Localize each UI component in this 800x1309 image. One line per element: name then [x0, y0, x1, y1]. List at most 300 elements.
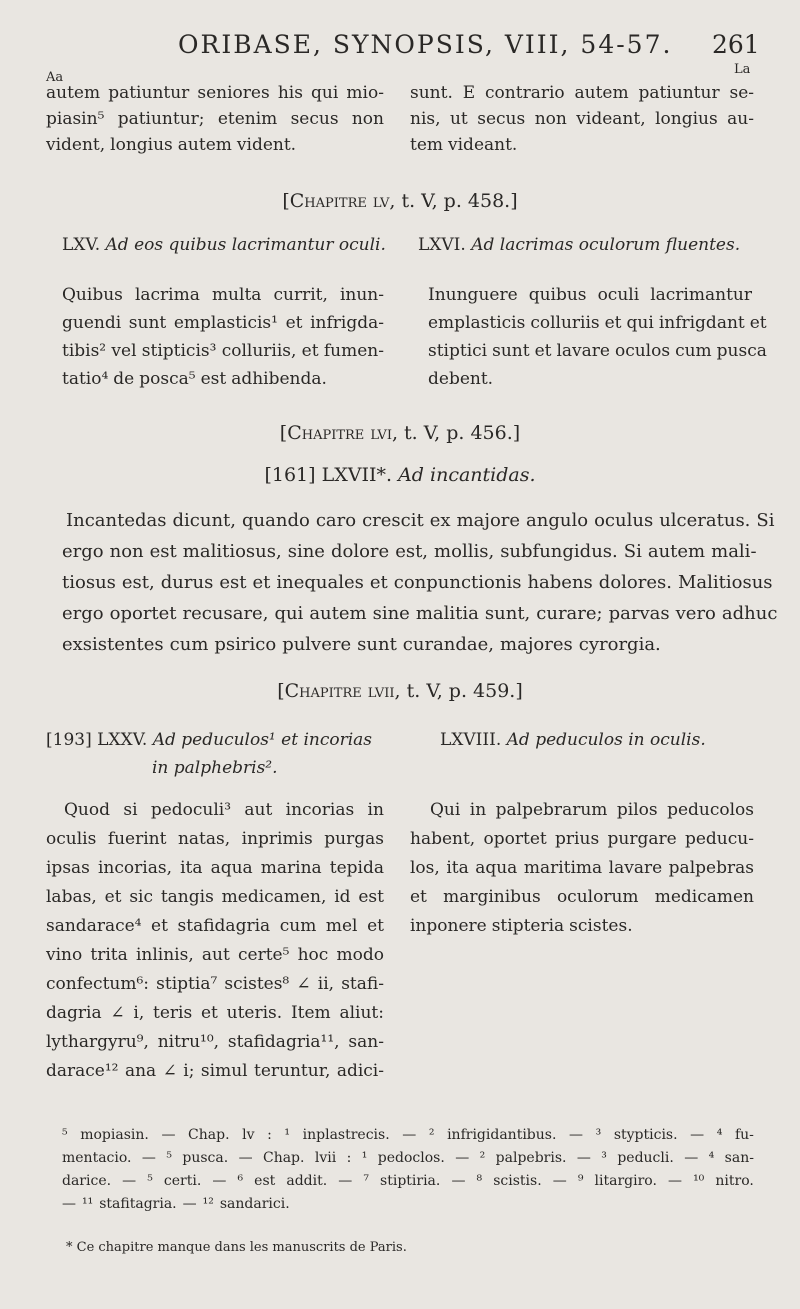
word: piasin⁵ [46, 109, 105, 129]
word: : [346, 1150, 352, 1166]
word: se- [729, 83, 754, 103]
paragraph-lxviii [410, 796, 754, 941]
section-number: LXV. [62, 235, 101, 255]
word: est, [121, 572, 155, 593]
word: litargiro. [594, 1173, 657, 1189]
word: stypticis. [613, 1127, 678, 1143]
word: Quibus [62, 285, 123, 305]
word: stipteria [491, 916, 565, 936]
page-marker: [161] [264, 464, 316, 486]
word: colluriis [530, 313, 600, 333]
word: mollis, [434, 541, 495, 562]
word: scistis. [493, 1173, 542, 1189]
word: mali- [711, 541, 757, 562]
word: pusca [716, 341, 767, 361]
word: labas, [46, 887, 97, 907]
word: id [334, 887, 351, 907]
word: — [684, 1150, 699, 1166]
word: peducolos [667, 800, 754, 820]
word: pusca. [182, 1150, 229, 1166]
word: patiuntur [638, 83, 720, 103]
word: vident, [46, 135, 106, 155]
word: mopiasin. [80, 1127, 149, 1143]
word: secus [477, 109, 526, 129]
word: ⁵ [62, 1127, 68, 1143]
word: sunt, [484, 603, 531, 624]
word: stiptia⁷ [156, 974, 218, 994]
word: cum [169, 634, 209, 655]
word: et [285, 313, 303, 333]
signature-right: La [734, 62, 751, 77]
top-right-paragraph [410, 80, 754, 158]
word: posca⁵ [139, 369, 196, 389]
footnote-line [62, 1147, 754, 1170]
word: cum [279, 916, 317, 936]
word: est [358, 887, 384, 907]
word: oculos [614, 341, 671, 361]
word: patiuntur; [117, 109, 205, 129]
word: majore [456, 510, 521, 531]
word: teris [153, 1003, 193, 1023]
word: debent. [428, 369, 494, 389]
word: ³ [601, 1150, 607, 1166]
word: inlinis, [135, 945, 194, 965]
bracket-close: ] [510, 190, 518, 212]
word: pedoculi³ [150, 800, 232, 820]
word: adici- [336, 1061, 384, 1081]
star-footnote: * Ce chapitre manque dans les manuscrits de Paris. [66, 1240, 407, 1255]
word: aqua [210, 858, 253, 878]
word: tepida [329, 858, 384, 878]
word: ana [124, 1061, 157, 1081]
word: — [212, 1173, 227, 1189]
word: est [200, 369, 227, 389]
bracket-close: ] [512, 422, 521, 444]
word: angulo [526, 510, 589, 531]
section-title: Ad lacrimas oculorum fluentes. [471, 235, 741, 255]
word: cyrorgia. [578, 634, 661, 655]
word: secus [290, 109, 339, 129]
word: — [569, 1127, 583, 1143]
word: ipsas [46, 858, 90, 878]
text-line [46, 941, 384, 970]
text-line [62, 536, 757, 567]
word: infrigda- [310, 313, 384, 333]
word: et [367, 916, 384, 936]
word: inponere [410, 916, 487, 936]
chapter-ref: , t. V, p. 459. [394, 680, 516, 702]
word: aliut: [339, 1003, 384, 1023]
word: ergo [62, 541, 104, 562]
section-heading-lxv [62, 235, 386, 255]
word: palpebrarum [495, 800, 608, 820]
word: ut [449, 109, 468, 129]
word: palpebras [668, 858, 754, 878]
word: guendi [62, 313, 122, 333]
word: ¹⁰ [693, 1173, 705, 1189]
word: pilos [616, 800, 658, 820]
word: stafi- [341, 974, 384, 994]
word: est, [395, 541, 429, 562]
word: lythargyru⁹, [46, 1032, 149, 1052]
text-line [62, 598, 778, 629]
section-number: LXVI. [418, 235, 466, 255]
word: nitro. [715, 1173, 754, 1189]
word: marina [260, 858, 322, 878]
word: sunt [492, 341, 530, 361]
signature-left: Aa [46, 70, 64, 85]
word: his [277, 83, 303, 103]
word: psirico [214, 634, 277, 655]
word: est [219, 572, 247, 593]
text-line [46, 883, 384, 912]
word: confectum⁶: [46, 974, 150, 994]
word: sandarici. [219, 1196, 290, 1212]
word: emplasticis¹ [173, 313, 278, 333]
word: est [254, 1173, 276, 1189]
chapter-ref: , t. V, p. 456. [391, 422, 513, 444]
word: subfungidus. [500, 541, 618, 562]
word: habent, [410, 829, 476, 849]
word: ² [428, 1127, 435, 1143]
word: adhuc [721, 603, 778, 624]
word: marginibus [443, 887, 541, 907]
running-title: ORIBASE, SYNOPSIS, VIII, 54-57. [178, 30, 673, 59]
word: stafidagria¹¹, [227, 1032, 340, 1052]
word: ∠ [110, 1003, 125, 1023]
chapter-label: Chapitre lvii [284, 680, 395, 702]
word: ¹ [361, 1150, 368, 1166]
chapter-heading-lvii [0, 680, 800, 702]
word: vident. [236, 135, 297, 155]
bracket-open: [ [279, 422, 288, 444]
text-line [410, 106, 754, 132]
section-title: Ad peduculos in oculis. [506, 730, 706, 750]
word: — [141, 1150, 156, 1166]
word: etenim [217, 109, 278, 129]
word: certi. [163, 1173, 202, 1189]
chapter-ref: , t. V, p. 458. [389, 190, 511, 212]
word: tatio⁴ [62, 369, 109, 389]
word: et [200, 1003, 218, 1023]
word: mio- [346, 83, 384, 103]
word: multa [211, 285, 262, 305]
word: aqua [475, 858, 518, 878]
word: pulvere [282, 634, 352, 655]
word: E [462, 83, 476, 103]
text-line [46, 106, 384, 132]
text-line [46, 912, 384, 941]
text-line [62, 309, 384, 337]
word: medicamen [654, 887, 754, 907]
word: ⁵ [166, 1150, 172, 1166]
word: hoc [297, 945, 329, 965]
word: fu- [734, 1127, 754, 1143]
word: tangis [160, 887, 214, 907]
section-number: LXXV. [97, 730, 148, 750]
section-title: Ad eos quibus lacrimantur oculi. [105, 235, 386, 255]
word: dagria [46, 1003, 102, 1023]
word: patiuntur [108, 83, 190, 103]
word: stiptiria. [380, 1173, 441, 1189]
word: peducu- [684, 829, 754, 849]
word: sine [287, 541, 325, 562]
word: et [604, 313, 622, 333]
page-marker: [193] [46, 730, 92, 750]
word: conpunctionis [393, 572, 522, 593]
word: fuerint [107, 829, 167, 849]
word: Qui [430, 800, 461, 820]
section-heading-lxxv [46, 730, 372, 750]
word: malitiosus, [182, 541, 282, 562]
chapter-label: Chapitre lv [289, 190, 390, 212]
text-line [46, 132, 384, 158]
word: ⁹ [577, 1173, 584, 1189]
word: vero [675, 603, 716, 624]
word: simul [200, 1061, 248, 1081]
word: vel [111, 341, 137, 361]
word: autem [46, 83, 101, 103]
word: trita [90, 945, 128, 965]
word: — [552, 1173, 567, 1189]
section-title-continued: in palphebris². [152, 758, 278, 778]
word: oportet [109, 603, 177, 624]
text-line [410, 132, 754, 158]
word: lavare [608, 858, 663, 878]
word: san- [348, 1032, 384, 1052]
word: ¹¹ [82, 1196, 94, 1212]
word: maritima [523, 858, 603, 878]
word: ² [479, 1150, 486, 1166]
word: cum [675, 341, 712, 361]
word: sunt [357, 634, 397, 655]
bracket-close: ] [515, 680, 523, 702]
word: oculus [594, 510, 654, 531]
word: scistes. [569, 916, 633, 936]
word: ita [446, 858, 469, 878]
section-heading-lxviii [440, 730, 706, 750]
word: peducli. [617, 1150, 674, 1166]
word: oculorum [556, 887, 639, 907]
word: — [182, 1196, 197, 1212]
word: — [402, 1127, 417, 1143]
word: videant. [448, 135, 518, 155]
bracket-open: [ [282, 190, 290, 212]
word: ³ [595, 1127, 602, 1143]
word: ulceratus. [659, 510, 751, 531]
text-line [410, 912, 754, 941]
word: darice. [62, 1173, 112, 1189]
word: mentacio. [62, 1150, 132, 1166]
word: emplasticis [428, 313, 526, 333]
section-number: LXVIII. [440, 730, 502, 750]
word: — [62, 1196, 76, 1212]
text-line [46, 854, 384, 883]
word: — [451, 1173, 466, 1189]
word: vino [46, 945, 83, 965]
word: los, [410, 858, 440, 878]
word: in [367, 800, 384, 820]
text-line [428, 309, 767, 337]
word: sandarace⁴ [46, 916, 142, 936]
word: qui [311, 83, 339, 103]
word: Si [756, 510, 775, 531]
word: et [749, 313, 767, 333]
word: curandae, [402, 634, 495, 655]
word: durus [160, 572, 214, 593]
word: purgare [607, 829, 677, 849]
word: fumen- [323, 341, 384, 361]
word: ¹² [202, 1196, 214, 1212]
text-line [46, 80, 384, 106]
section-title: Ad peduculos¹ et incorias [152, 730, 373, 750]
word: seniores [197, 83, 270, 103]
word: longius [655, 109, 718, 129]
text-line [410, 883, 754, 912]
word: oculis [46, 829, 97, 849]
word: adhibenda. [231, 369, 327, 389]
word: in [469, 800, 487, 820]
word: non [351, 109, 384, 129]
word: sunt. [410, 83, 453, 103]
text-line [46, 825, 384, 854]
text-line [428, 281, 752, 309]
text-line [62, 505, 775, 536]
word: currit, [273, 285, 328, 305]
word: dolore [330, 541, 390, 562]
word: — [161, 1127, 176, 1143]
word: exsistentes [62, 634, 164, 655]
word: stafidagria [177, 916, 271, 936]
word: qui [274, 603, 304, 624]
word: pedoclos. [377, 1150, 445, 1166]
word: — [122, 1173, 137, 1189]
word: sine [372, 603, 410, 624]
paragraph-lxxv [46, 796, 384, 1086]
section-number: LXVII*. [321, 464, 393, 486]
word: i, [133, 1003, 145, 1023]
word: et [534, 341, 552, 361]
word: : [267, 1127, 272, 1143]
text-line [46, 970, 384, 999]
word: et [104, 887, 122, 907]
word: crescit [362, 510, 424, 531]
chapter-label: Chapitre lvi [287, 422, 392, 444]
word: dolores. [598, 572, 672, 593]
word: autem [177, 135, 232, 155]
text-line [410, 854, 754, 883]
word: — [238, 1150, 253, 1166]
word: Malitiosus [677, 572, 773, 593]
word: tibis² [62, 341, 107, 361]
word: caro [315, 510, 357, 531]
word: ∠ [162, 1061, 177, 1081]
word: qui [626, 313, 654, 333]
word: — [576, 1150, 591, 1166]
word: inprimis [241, 829, 313, 849]
word: est [149, 541, 177, 562]
word: purgas [324, 829, 384, 849]
word: ⁶ [237, 1173, 244, 1189]
word: sunt [128, 313, 167, 333]
word: inplastrecis. [302, 1127, 390, 1143]
word: ita [180, 858, 203, 878]
word: ⁸ [476, 1173, 483, 1189]
text-line [410, 825, 754, 854]
text-line [62, 365, 384, 393]
word: et [410, 887, 427, 907]
footnote-line [62, 1170, 754, 1193]
word: natas, [177, 829, 231, 849]
text-line [46, 796, 384, 825]
word: inun- [339, 285, 384, 305]
paragraph-lxv [62, 281, 384, 393]
word: tiosus [62, 572, 116, 593]
word: stipticis³ [141, 341, 217, 361]
word: Inunguere [428, 285, 518, 305]
page-number: 261 [712, 30, 760, 59]
word: i; [183, 1061, 195, 1081]
word: lacrimantur [650, 285, 752, 305]
word: medicamen, [221, 887, 327, 907]
word: videant, [576, 109, 646, 129]
word: et [151, 916, 168, 936]
word: nis, [410, 109, 441, 129]
text-line [428, 337, 767, 365]
word: — [690, 1127, 705, 1143]
word: curare; [536, 603, 603, 624]
word: longius [110, 135, 173, 155]
chapter-heading-lv [0, 190, 800, 212]
word: oportet [483, 829, 547, 849]
word: colluriis, [221, 341, 297, 361]
word: tem [410, 135, 444, 155]
word: prius [555, 829, 600, 849]
word: incorias, [98, 858, 172, 878]
word: ∠ [296, 974, 311, 994]
word: ergo [62, 603, 104, 624]
top-left-paragraph [46, 80, 384, 158]
word: de [113, 369, 135, 389]
word: ⁴ [708, 1150, 715, 1166]
word: aut [244, 800, 273, 820]
word: au- [727, 109, 754, 129]
word: mel [325, 916, 358, 936]
chapter-heading-lvi [0, 422, 800, 444]
text-line [62, 567, 773, 598]
word: lavare [556, 341, 610, 361]
word: habens [527, 572, 593, 593]
word: malitia [415, 603, 479, 624]
footnote-line [62, 1193, 754, 1216]
text-line [46, 999, 384, 1028]
word: Incantedas [66, 510, 167, 531]
word: ⁷ [363, 1173, 369, 1189]
word: si [123, 800, 138, 820]
word: Chap. [262, 1150, 305, 1166]
word: lv [242, 1127, 255, 1143]
word: non [534, 109, 567, 129]
word: scistes⁸ [224, 974, 290, 994]
paragraph-lxvii [62, 505, 778, 660]
text-line [46, 1057, 384, 1086]
word: ii, [317, 974, 335, 994]
word: ⁵ [147, 1173, 153, 1189]
word: infrigdant [658, 313, 745, 333]
word: et [301, 341, 319, 361]
footnote-line [62, 1124, 754, 1147]
word: autem [647, 541, 706, 562]
